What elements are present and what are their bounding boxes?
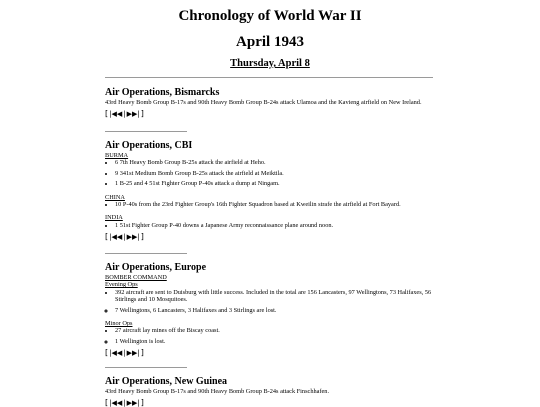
list-item: • 9 341st Medium Bomb Group B-25s attack the airfield at Meiktila. [115, 170, 435, 177]
section-nav [105, 399, 435, 407]
list-item: ◦ 1 Wellington is lost. [115, 338, 435, 345]
subsection-india: INDIA [105, 214, 123, 222]
nav-bracket-close: ] [140, 232, 144, 242]
list-item: • 1 B-25 and 4 51st Fighter Group P-40s attack a dump at Ningam. [115, 180, 435, 187]
list-item: • 392 aircraft are sent to Duisburg with little success. Included in the total are 156 Lancasters, 97 Wellingtons, 73 Halifaxes, 56 Stirlings and 10 Mosquitoes. [115, 289, 435, 304]
nav-bracket-close: ] [140, 398, 144, 407]
divider [105, 253, 187, 254]
list-item: • 6 7th Heavy Bomb Group B-25s attack the airfield at Heho. [115, 159, 435, 166]
nav-top-icon[interactable]: |◀◀ [109, 349, 123, 358]
nav-next-icon[interactable]: ▶▶| [126, 349, 140, 358]
section-nav [105, 233, 435, 241]
nav-sep: | [123, 349, 126, 358]
nav-bracket-open: [ [105, 398, 109, 407]
section-heading: Air Operations, Bismarcks [105, 87, 220, 98]
section-cbi [105, 140, 435, 241]
divider [105, 367, 187, 368]
subsection-bomber-command: BOMBER COMMAND [105, 274, 167, 281]
subsection-evening-ops: Evening Ops [105, 281, 138, 289]
section-text: 43rd Heavy Bomb Group B-17s and 90th Heavy Bomb Group B-24s attack Ulamoa and the Kavieng airfield on New Ireland. [105, 99, 422, 106]
section-europe [105, 262, 435, 357]
section-new-guinea [105, 376, 435, 407]
section-nav [105, 110, 435, 118]
day-title: Thursday, April 8 [230, 58, 310, 69]
section-text: 43rd Heavy Bomb Group B-17s and 90th Heavy Bomb Group B-24s attack Finschhafen. [105, 388, 330, 395]
nav-bracket-open: [ [105, 348, 109, 358]
list-item: • 1 51st Fighter Group P-40 downs a Japanese Army reconnaissance plane around noon. [115, 222, 435, 229]
nav-bracket-open: [ [105, 109, 109, 119]
subsection-minor-ops: Minor Ops [105, 320, 133, 328]
nav-bracket-open: [ [105, 232, 109, 242]
section-heading: Air Operations, Europe [105, 262, 207, 273]
list-item: ◦ 7 Wellingtons, 6 Lancasters, 3 Halifaxes and 3 Stirlings are lost. [115, 307, 435, 314]
nav-next-icon[interactable]: ▶▶| [126, 233, 140, 242]
nav-bracket-close: ] [140, 109, 144, 119]
nav-top-icon[interactable]: |◀◀ [109, 110, 123, 119]
section-heading: Air Operations, CBI [105, 140, 193, 151]
section-bismarcks [105, 87, 435, 118]
nav-top-icon[interactable]: |◀◀ [109, 233, 123, 242]
section-heading: Air Operations, New Guinea [105, 376, 228, 387]
list-item: • 27 aircraft lay mines off the Biscay coast. [115, 327, 435, 334]
nav-sep: | [123, 110, 126, 119]
divider [105, 77, 433, 78]
nav-sep: | [123, 399, 126, 407]
page-title: Chronology of World War II [178, 8, 362, 24]
month-title: April 1943 [236, 34, 304, 50]
subsection-china: CHINA [105, 193, 125, 201]
nav-top-icon[interactable]: |◀◀ [109, 399, 123, 407]
nav-sep: | [123, 233, 126, 242]
subsection-burma: BURMA [105, 152, 129, 159]
list-item: • 10 P-40s from the 23rd Fighter Group's 16th Fighter Squadron based at Kweilin strafe the airfield at Fort Bayard. [115, 201, 435, 208]
nav-bracket-close: ] [140, 348, 144, 358]
section-nav [105, 349, 435, 357]
divider [105, 131, 187, 132]
nav-next-icon[interactable]: ▶▶| [126, 110, 140, 119]
nav-next-icon[interactable]: ▶▶| [126, 399, 140, 407]
